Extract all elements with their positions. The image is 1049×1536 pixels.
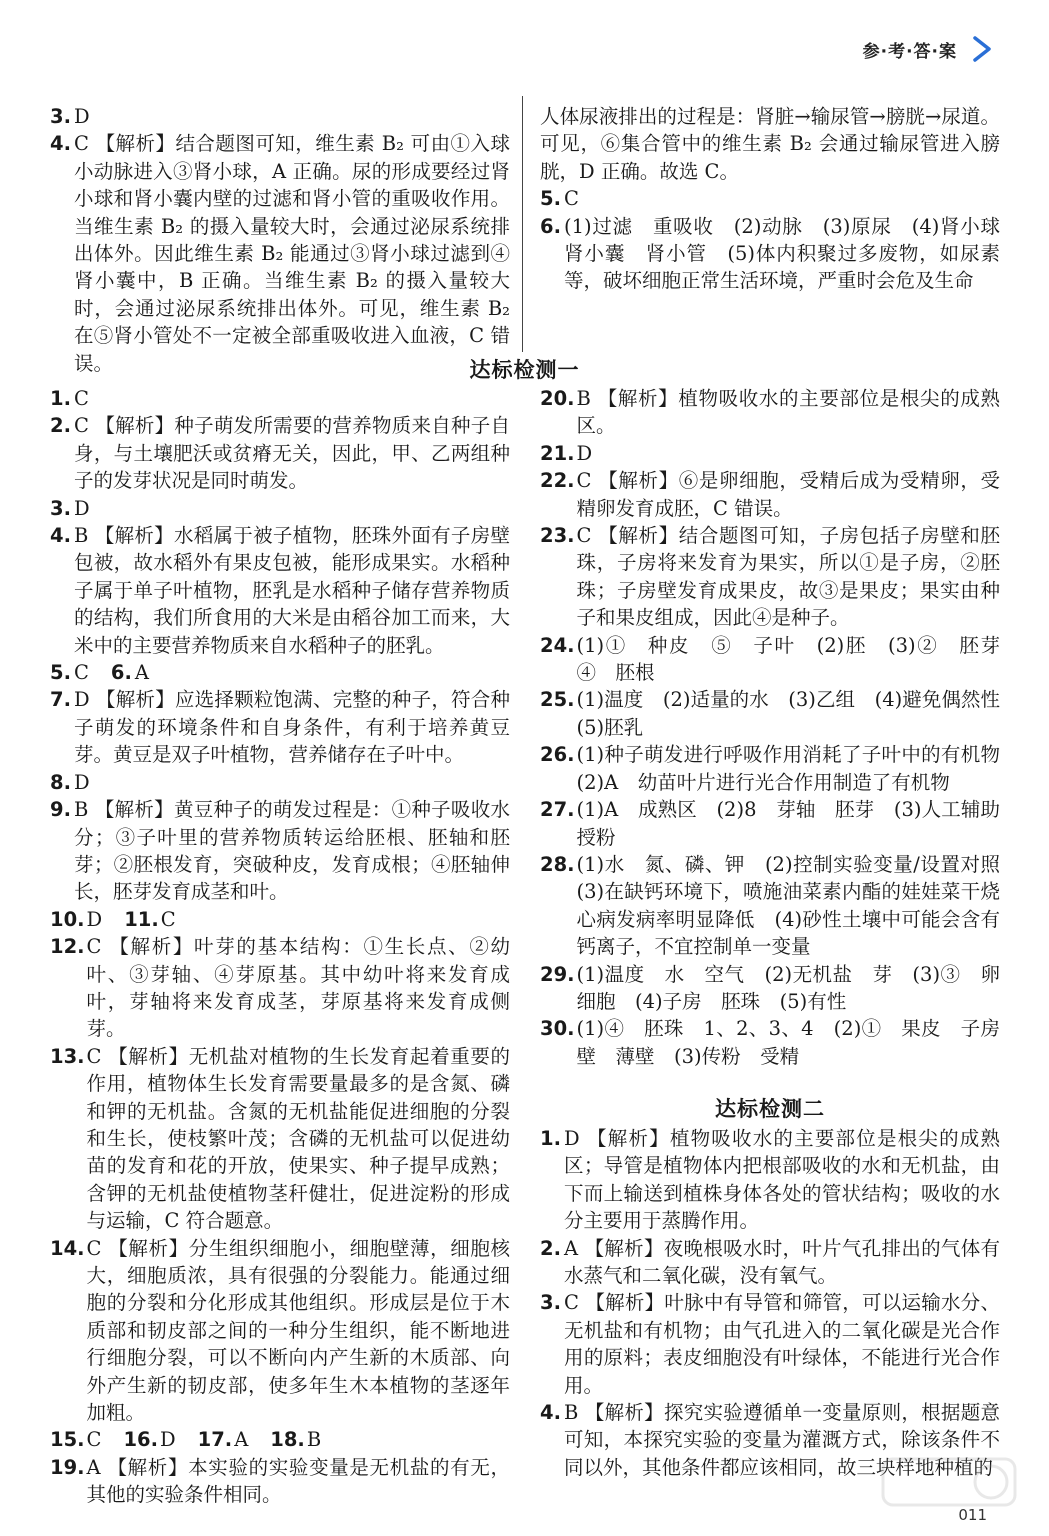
answer-item: 11. C — [124, 907, 176, 931]
answer-item: 6. A — [110, 661, 150, 685]
left-column — [50, 385, 510, 1509]
answer-item: 3. C 【解析】叶脉中有导管和筛管，可以运输水分、无机盐和有机物；由气孔进入的二氧化碳是光合作用的原料；表皮细胞没有叶绿体，不能进行光合作用。 — [540, 1291, 1000, 1397]
answer-item: 4. B 【解析】探究实验遵循单一变量原则，根据题意可知，本探究实验的变量为灌溉方式，除该条件不同以外，其他条件都应该相同，故三块样地种植的 — [540, 1401, 1000, 1479]
right-column-section2 — [540, 1125, 1000, 1481]
answer-item: 22. C 【解析】⑥是卵细胞，受精后成为受精卵，受精卵发育成胚，C 错误。 — [540, 469, 1000, 520]
answer-item: 8. D — [50, 770, 90, 794]
watermark-logo — [879, 1455, 1019, 1530]
answer-item: 20. B 【解析】植物吸收水的主要部位是根尖的成熟区。 — [540, 387, 1000, 438]
answer-item: 10. D — [50, 907, 103, 931]
answer-item: 9. B 【解析】黄豆种子的萌发过程是：①种子吸收水分；③子叶里的营养物质转运给胚根、胚轴和胚芽；②胚根发育，突破种皮，发育成根；④胚轴伸长，胚芽发育成茎和叶。 — [50, 798, 510, 904]
answer-item: 30. (1)④ 胚珠 1、2、3、4 (2)① 果皮 子房壁 薄壁 (3)传粉 受精 — [540, 1017, 1000, 1068]
answer-item: 14. C 【解析】分生组织细胞小，细胞壁薄，细胞核大，细胞质浓，具有很强的分裂能力。能通过细胞的分裂和分化形成其他组织。形成层是位于木质部和韧皮部之间的一种分生组织，能不断地进行细胞分裂，可以不断向内产生新的木质部、向外产生新的韧皮部，使多年生木本植物的茎逐年加粗。 — [50, 1236, 510, 1425]
answer-item: 19. A 【解析】本实验的实验变量是无机盐的有无，其他的实验条件相同。 — [50, 1455, 510, 1507]
answer-item: 人体尿液排出的过程是：肾脏→输尿管→膀胱→尿道。可见，⑥集合管中的维生素 B₂ 会通过输尿管进入膀胱，D 正确。故选 C。 — [540, 105, 1000, 183]
header-label: 参·考·答·案 — [862, 41, 957, 62]
top-left-column — [50, 103, 510, 377]
answer-item: 27. (1)A 成熟区 (2)8 芽轴 胚芽 (3)人工辅助授粉 — [540, 798, 1000, 849]
answer-row — [50, 1426, 510, 1453]
answer-item: 7. D 【解析】应选择颗粒饱满、完整的种子，符合种子萌发的环境条件和自身条件，有利于培养黄豆芽。黄豆是双子叶植物，营养储存在子叶中。 — [50, 688, 510, 767]
answer-row — [50, 659, 510, 686]
answer-item: 5. C — [540, 187, 579, 211]
answer-item: 24. (1)① 种皮 ⑤ 子叶 (2)胚 (3)② 胚芽 ④ 胚根 — [540, 633, 1020, 685]
answer-item: 6. (1)过滤 重吸收 (2)动脉 (3)原尿 (4)肾小球 肾小囊 肾小管 (5)体内积聚过多废物，如尿素等，破坏细胞正常生活环境，严重时会危及生命 — [540, 214, 1020, 293]
answer-item: 13. C 【解析】无机盐对植物的生长发育起着重要的作用，植物体生长发育需要量最多的是含氮、磷和钾的无机盐。含氮的无机盐能促进细胞的分裂和生长，使枝繁叶茂；含磷的无机盐可以促进幼苗的发育和花的开放，使果实、种子提早成熟；含钾的无机盐使植物茎秆健壮，促进淀粉的形成与运输，C 符合题意。 — [50, 1044, 510, 1233]
column-divider — [522, 96, 523, 352]
answer-item: 28. (1)水 氮、磷、钾 (2)控制实验变量/设置对照 (3)在缺钙环境下，喷施油菜素内酯的娃娃菜干烧心病发病率明显降低 (4)砂性土壤中可能会含有钙离子，不宜控制单一变量 — [540, 852, 1020, 959]
answer-item: 5. C — [50, 661, 89, 685]
answer-item: 4. B 【解析】水稻属于被子植物，胚珠外面有子房壁包被，故水稻外有果皮包被，能形成果实。水稻种子属于单子叶植物，胚乳是水稻种子储存营养物质的结构，我们所食用的大米是由稻谷加工而来，大米中的主要营养物质来自水稻种子的胚乳。 — [50, 524, 510, 657]
answer-item: 3. D — [50, 496, 90, 520]
answer-item: 1. D 【解析】植物吸收水的主要部位是根尖的成熟区；导管是植物体内把根部吸收的水和无机盐，由下而上输送到植株身体各处的管状结构；吸收的水分主要用于蒸腾作用。 — [540, 1127, 1000, 1233]
answer-item: 4. C 【解析】结合题图可知，维生素 B₂ 可由①入球小动脉进入③肾小球，A 正确。尿的形成要经过肾小球和肾小囊内壁的过滤和肾小管的重吸收作用。当维生素 B₂ 的摄入量较大时，会通过泌尿系统排出体外。因此维生素 B₂ 能通过③肾小球过滤到④肾小囊中，B 正确。当维生素 B₂ 的摄入量较大时，会通过泌尿系统排出体外。可见，维生素 B₂ 在⑤肾小管处不一定被全部重吸收进入血液，C 错误。 — [50, 132, 510, 375]
answer-item: 3. D — [50, 105, 90, 128]
right-column — [540, 385, 1020, 1070]
answer-item: 17. A — [197, 1428, 249, 1452]
answer-item: 26. (1)种子萌发进行呼吸作用消耗了子叶中的有机物 (2)A 幼苗叶片进行光合作用制造了有机物 — [540, 743, 1020, 794]
page-header — [863, 34, 997, 64]
section-title: 达标检测二 — [715, 1097, 825, 1121]
answer-item: 1. C — [50, 387, 89, 410]
answer-item: 12. C 【解析】叶芽的基本结构：①生长点、②幼叶、③芽轴、④芽原基。其中幼叶将来发育成叶，芽轴将来发育成茎，芽原基将来发育成侧芽。 — [50, 935, 510, 1041]
top-right-column — [540, 103, 1020, 295]
answer-item: 15. C — [50, 1428, 102, 1452]
answer-item: 18. B — [270, 1428, 322, 1452]
answer-item: 2. A 【解析】夜晚根吸水时，叶片气孔排出的气体有水蒸气和二氧化碳，没有氧气。 — [540, 1236, 1000, 1288]
page-number: 011 — [958, 1506, 987, 1524]
answer-item: 23. C 【解析】结合题图可知，子房包括子房壁和胚珠，子房将来发育为果实，所以①是子房，②胚珠；子房壁发育成果皮，故③是果皮；果实由种子和果皮组成，因此④是种子。 — [540, 524, 1000, 630]
answer-item: 21. D — [540, 441, 593, 465]
answer-item: 2. C 【解析】种子萌发所需要的营养物质来自种子自身，与土壤肥沃或贫瘠无关，因此，甲、乙两组种子的发芽状况是同时萌发。 — [50, 414, 510, 493]
answer-item: 16. D — [123, 1428, 176, 1452]
answer-row — [50, 906, 510, 933]
chevron-right-icon — [967, 34, 997, 64]
section-title: 达标检测一 — [469, 358, 580, 382]
answer-item: 25. (1)温度 (2)适量的水 (3)乙组 (4)避免偶然性 (5)胚乳 — [540, 688, 1020, 739]
answer-item: 29. (1)温度 水 空气 (2)无机盐 芽 (3)③ 卵细胞 (4)子房 胚珠 (5)有性 — [540, 962, 1000, 1013]
